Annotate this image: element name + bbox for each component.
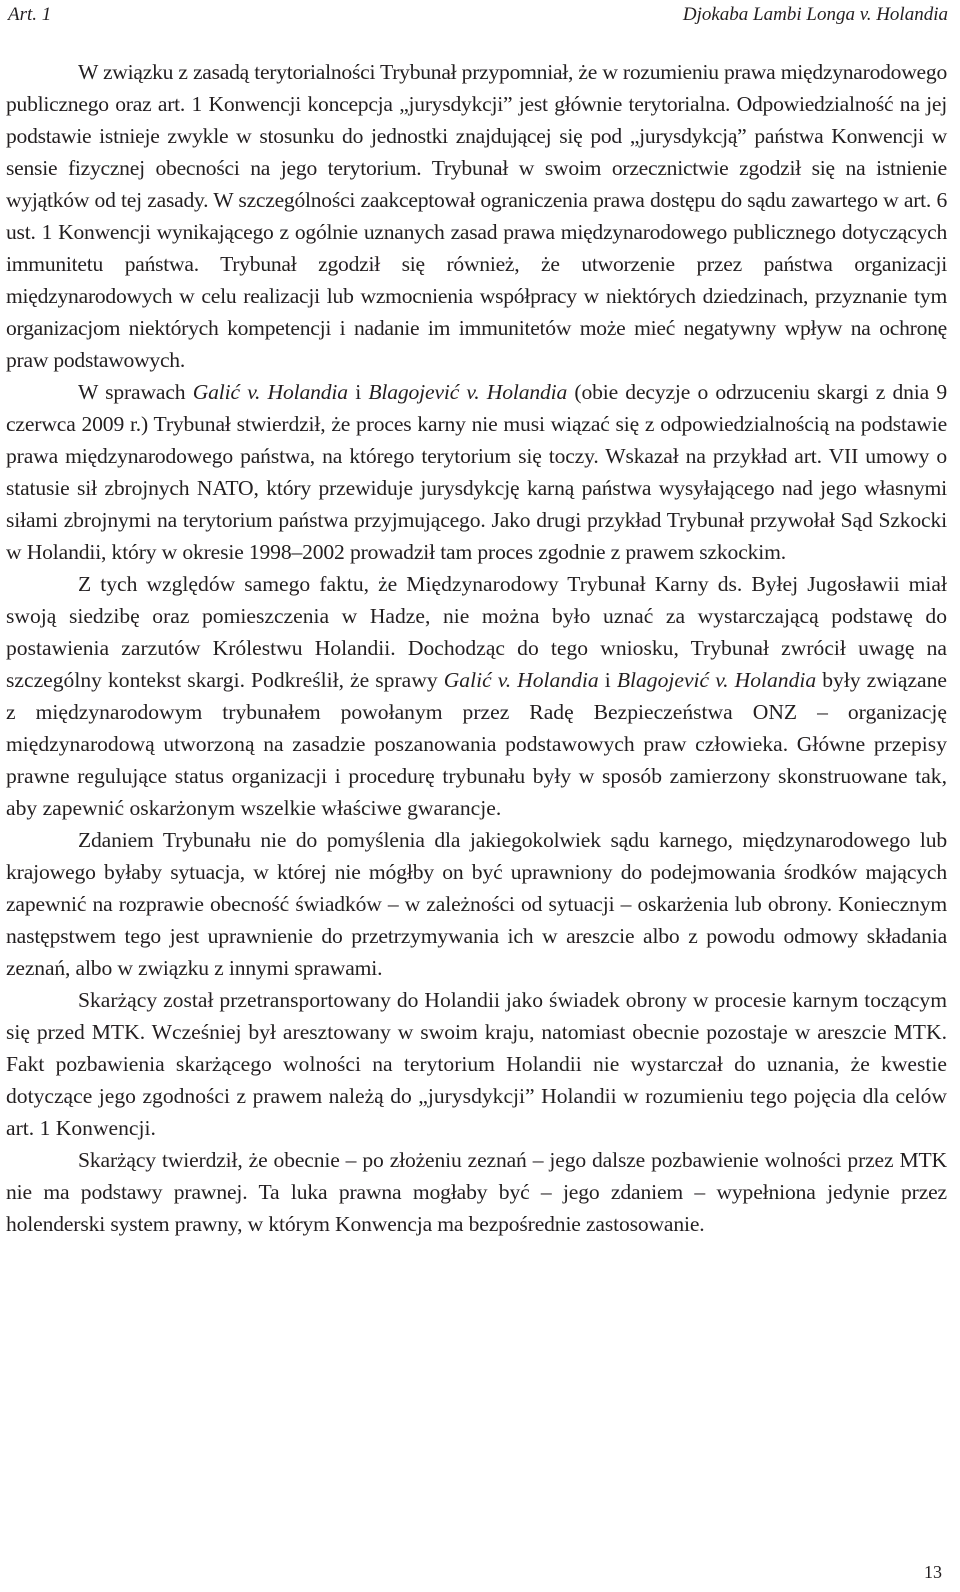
paragraph-3 — [6, 568, 947, 824]
paragraph-2-text-a: W sprawach — [78, 380, 193, 404]
paragraph-3-text-c: były związane z międzynarodowym trybunałem powołanym przez Radę Bezpieczeństwa ONZ – organizację międzynarodową utworzoną na zasadzie poszanowania podstawowych praw człowieka. Główne przepisy prawne regulujące status organizacji i procedurę trybunału były w sposób zamierzony skonstruowane tak, aby zapewnić oskarżonym wszelkie właściwe gwarancje. — [6, 668, 947, 820]
case-name-blagojevic: Blagojević v. Holandia — [368, 380, 568, 404]
paragraph-4: Zdaniem Trybunału nie do pomyślenia dla jakiegokolwiek sądu karnego, międzynarodowego lub krajowego byłaby sytuacja, w której nie mógłby on być uprawniony do podejmowania środków mających zapewnić na rozprawie obecność świadków – w zależności od sytuacji – oskarżenia lub obrony. Koniecznym następstwem tego jest uprawnienie do przetrzymywania ich w areszcie albo z powodu odmowy składania zeznań, albo w związku z innymi sprawami. — [6, 828, 947, 980]
paragraph-5: Skarżący został przetransportowany do Holandii jako świadek obrony w procesie karnym toczącym się przed MTK. Wcześniej był aresztowany w swoim kraju, natomiast obecnie pozostaje w areszcie MTK. Fakt pozbawienia skarżącego wolności na terytorium Holandii nie wystarczał do uznania, że kwestie dotyczące jego zgodności z prawem należą do „jurysdykcji” Holandii w rozumieniu tego pojęcia dla celów art. 1 Konwencji. — [6, 988, 947, 1140]
paragraph-6: Skarżący twierdził, że obecnie – po złożeniu zeznań – jego dalsze pozbawienie wolności przez MTK nie ma podstawy prawnej. Ta luka prawna mogłaby być – jego zdaniem – wypełniona jedynie przez holenderski system prawny, w którym Konwencja ma bezpośrednie zastosowanie. — [6, 1148, 947, 1236]
page-number: 13 — [924, 1562, 942, 1582]
case-name-galic: Galić v. Holandia — [192, 380, 348, 404]
body-text — [6, 56, 947, 1240]
paragraph-3-text-b: i — [598, 668, 617, 692]
case-name-galic: Galić v. Holandia — [443, 668, 599, 692]
header-case-title: Djokaba Lambi Longa v. Holandia — [682, 4, 948, 25]
paragraph-2-text-b: i — [347, 380, 369, 404]
header-article-ref: Art. 1 — [8, 4, 52, 25]
running-header — [8, 4, 948, 26]
paragraph-2-text-c: (obie decyzje o odrzuceniu skargi z dnia 9 czerwca 2009 r.) Trybunał stwierdził, że proces karny nie musi wiązać się z odpowiedzialnością na podstawie prawa międzynarodowego państwa, na którego terytorium się toczy. Wskazał na przykład art. VII umowy o statusie sił zbrojnych NATO, który przewiduje jurysdykcję karną państwa wysyłającego nad jego własnymi siłami zbrojnymi na terytorium państwa przyjmującego. Jako drugi przykład Trybunał przywołał Sąd Szkocki w Holandii, który w okresie 1998–2002 prowadził tam proces zgodnie z prawem szkockim. — [6, 380, 947, 564]
case-name-blagojevic: Blagojević v. Holandia — [616, 668, 817, 692]
paragraph-2 — [6, 376, 947, 568]
paragraph-3-text-a: Z tych względów samego faktu, że Międzynarodowy Trybunał Karny ds. Byłej Jugosławii miał swoją siedzibę oraz pomieszczenia w Hadze, nie można było uznać za wystarczającą podstawę do postawienia zarzutów Królestwu Holandii. Dochodząc do tego wniosku, Trybunał zwrócił uwagę na szczególny kontekst skargi. Podkreślił, że sprawy — [6, 572, 947, 692]
paragraph-1: W związku z zasadą terytorialności Trybunał przypomniał, że w rozumieniu prawa międzynarodowego publicznego oraz art. 1 Konwencji koncepcja „jurysdykcji” jest głównie terytorialna. Odpowiedzialność na jej podstawie istnieje zwykle w stosunku do jednostki znajdującej się pod „jurysdykcją” państwa Konwencji w sensie fizycznej obecności na jego terytorium. Trybunał w swoim orzecznictwie zgodził się na istnienie wyjątków od tej zasady. W szczególności zaakceptował ograniczenia prawa dostępu do sądu zawartego w art. 6 ust. 1 Konwencji wynikającego z ogólnie uznanych zasad prawa międzynarodowego publicznego dotyczących immunitetu państwa. Trybunał zgodził się również, że utworzenie przez państwa organizacji międzynarodowych w celu realizacji lub wzmocnienia współpracy w niektórych dziedzinach, przyznanie tym organizacjom niektórych kompetencji i nadanie im immunitetów może mieć negatywny wpływ na ochronę praw podstawowych. — [6, 60, 947, 372]
